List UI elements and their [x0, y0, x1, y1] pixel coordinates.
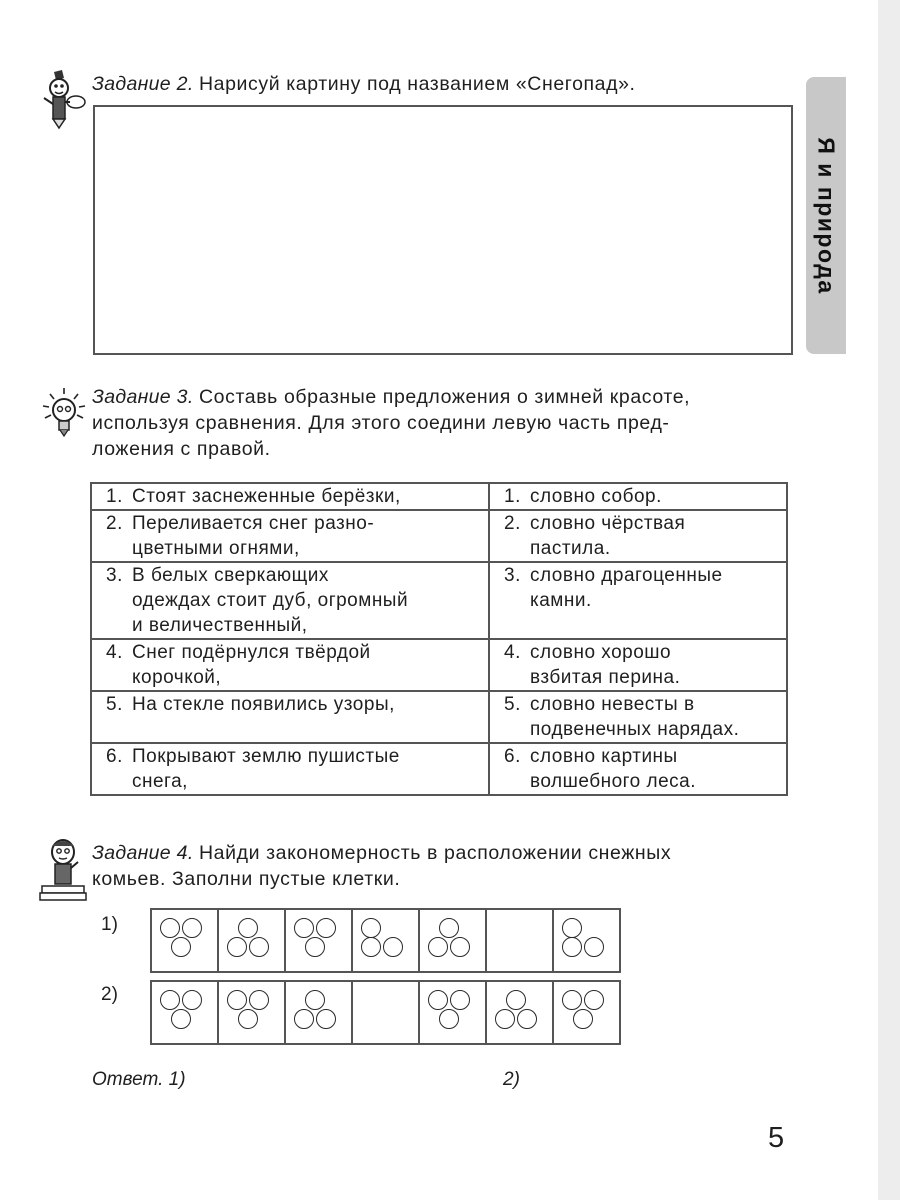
item-number: 2.	[504, 513, 521, 534]
item-text	[530, 692, 786, 742]
right-cell[interactable]	[489, 483, 787, 510]
left-cell[interactable]	[91, 483, 489, 510]
snowball	[584, 937, 604, 957]
left-cell[interactable]	[91, 510, 489, 562]
item-text-line: Стоят заснеженные берёзки,	[132, 486, 401, 507]
pattern-grid-2	[150, 980, 621, 1045]
snowball	[249, 937, 269, 957]
item-text-line: словно картины	[530, 746, 678, 767]
page-number: 5	[768, 1122, 785, 1154]
item-text-line: одеждах стоит дуб, огромный	[132, 590, 409, 611]
snowball-cell	[352, 909, 419, 972]
item-text-line: волшебного леса.	[530, 771, 697, 792]
table-row	[91, 639, 787, 691]
item-text-line: Переливается снег разно-	[132, 513, 375, 534]
item-text	[530, 563, 786, 613]
item-text-line: снега,	[132, 771, 188, 792]
task4-label: Задание 4.	[92, 842, 194, 864]
answer-line	[92, 1069, 186, 1091]
item-text	[132, 563, 488, 638]
snowball	[428, 990, 448, 1010]
snowball	[171, 937, 191, 957]
snowball	[439, 1009, 459, 1029]
drawing-area[interactable]	[93, 105, 793, 355]
empty-cell[interactable]	[486, 909, 553, 972]
snowball	[182, 918, 202, 938]
snowball	[227, 937, 247, 957]
section-tab-label: Я и природа	[813, 136, 840, 295]
snowball	[294, 1009, 314, 1029]
snowball	[249, 990, 269, 1010]
answer-label-2: 2)	[503, 1069, 520, 1090]
item-number: 1.	[504, 486, 521, 507]
snowball-cell	[218, 909, 285, 972]
item-number: 4.	[504, 642, 521, 663]
task2-heading	[92, 71, 636, 97]
task4-heading	[92, 840, 792, 892]
table-row	[91, 743, 787, 795]
item-text-line: камни.	[530, 590, 592, 611]
item-text-line: На стекле появились узоры,	[132, 694, 395, 715]
snowball-cell	[285, 981, 352, 1044]
task3-label: Задание 3.	[92, 386, 194, 408]
page-edge	[878, 0, 900, 1200]
task3-line2: используя сравнения. Для этого соедини левую часть пред-	[92, 412, 670, 434]
snowball	[361, 937, 381, 957]
item-text-line: словно хорошо	[530, 642, 672, 663]
item-text	[132, 640, 488, 690]
snowball	[562, 937, 582, 957]
item-text	[132, 692, 488, 717]
right-cell[interactable]	[489, 639, 787, 691]
snowball	[316, 918, 336, 938]
snowball	[517, 1009, 537, 1029]
item-number: 5.	[504, 694, 521, 715]
thinker-icon	[38, 834, 88, 902]
answer-label-1: Ответ. 1)	[92, 1069, 186, 1090]
snowball-cell	[419, 981, 486, 1044]
grid2-label: 2)	[101, 984, 118, 1005]
snowball-cell	[151, 909, 218, 972]
snowball	[506, 990, 526, 1010]
snowball	[238, 1009, 258, 1029]
item-number: 3.	[106, 565, 123, 586]
snowball	[238, 918, 258, 938]
item-number: 5.	[106, 694, 123, 715]
snowball	[305, 990, 325, 1010]
item-text-line: словно драгоценные	[530, 565, 723, 586]
painter-pencil-icon	[40, 68, 88, 130]
item-text-line: подвенечных нарядах.	[530, 719, 740, 740]
left-cell[interactable]	[91, 743, 489, 795]
snowball-cell	[419, 909, 486, 972]
left-cell[interactable]	[91, 562, 489, 639]
section-tab	[806, 77, 846, 354]
right-cell[interactable]	[489, 562, 787, 639]
snowball	[227, 990, 247, 1010]
snowball-cell	[285, 909, 352, 972]
snowball	[305, 937, 325, 957]
task2-label: Задание 2.	[92, 73, 194, 95]
snowball	[573, 1009, 593, 1029]
table-row	[91, 510, 787, 562]
right-cell[interactable]	[489, 691, 787, 743]
item-text-line: словно собор.	[530, 486, 662, 507]
item-text-line: взбитая перина.	[530, 667, 681, 688]
item-number: 4.	[106, 642, 123, 663]
task4-line1: Найди закономерность в расположении снежных	[198, 842, 672, 864]
item-text	[530, 484, 786, 509]
item-text-line: корочкой,	[132, 667, 222, 688]
snowball-cell	[486, 981, 553, 1044]
item-text-line: словно невесты в	[530, 694, 695, 715]
task2-text: Нарисуй картину под названием «Снегопад».	[198, 73, 636, 95]
item-number: 1.	[106, 486, 123, 507]
snowball-cell	[218, 981, 285, 1044]
item-text-line: В белых сверкающих	[132, 565, 329, 586]
table-row	[91, 691, 787, 743]
task4-line2: комьев. Заполни пустые клетки.	[92, 868, 401, 890]
right-cell[interactable]	[489, 743, 787, 795]
snowball	[316, 1009, 336, 1029]
task3-line3: ложения с правой.	[92, 438, 271, 460]
grid1-label: 1)	[101, 914, 118, 935]
item-text	[132, 511, 488, 561]
snowball	[182, 990, 202, 1010]
item-text	[530, 744, 786, 794]
snowball	[383, 937, 403, 957]
table-row	[91, 483, 787, 510]
snowball	[562, 990, 582, 1010]
snowball	[361, 918, 381, 938]
item-text-line: Покрывают землю пушистые	[132, 746, 400, 767]
item-number: 6.	[106, 746, 123, 767]
snowball-cell	[553, 909, 620, 972]
item-text-line: цветными огнями,	[132, 538, 300, 559]
snowball	[562, 918, 582, 938]
item-text-line: пастила.	[530, 538, 611, 559]
snowball	[171, 1009, 191, 1029]
matching-table	[90, 482, 788, 796]
snowball	[584, 990, 604, 1010]
left-cell[interactable]	[91, 691, 489, 743]
snowball	[294, 918, 314, 938]
lightbulb-icon	[40, 386, 88, 440]
snowball	[428, 937, 448, 957]
right-cell[interactable]	[489, 510, 787, 562]
task3-heading	[92, 384, 792, 462]
snowball	[160, 990, 180, 1010]
item-text	[132, 744, 488, 794]
item-text-line: и величественный,	[132, 615, 308, 636]
item-number: 2.	[106, 513, 123, 534]
snowball	[439, 918, 459, 938]
snowball-cell	[151, 981, 218, 1044]
item-number: 3.	[504, 565, 521, 586]
item-text-line: Снег подёрнулся твёрдой	[132, 642, 371, 663]
snowball	[495, 1009, 515, 1029]
snowball	[160, 918, 180, 938]
left-cell[interactable]	[91, 639, 489, 691]
item-text	[132, 484, 488, 509]
item-text	[530, 511, 786, 561]
pattern-grid-1	[150, 908, 621, 973]
task3-line1: Составь образные предложения о зимней красоте,	[198, 386, 691, 408]
snowball	[450, 990, 470, 1010]
snowball	[450, 937, 470, 957]
table-row	[91, 562, 787, 639]
item-number: 6.	[504, 746, 521, 767]
item-text-line: словно чёрствая	[530, 513, 686, 534]
snowball-cell	[553, 981, 620, 1044]
item-text	[530, 640, 786, 690]
empty-cell[interactable]	[352, 981, 419, 1044]
